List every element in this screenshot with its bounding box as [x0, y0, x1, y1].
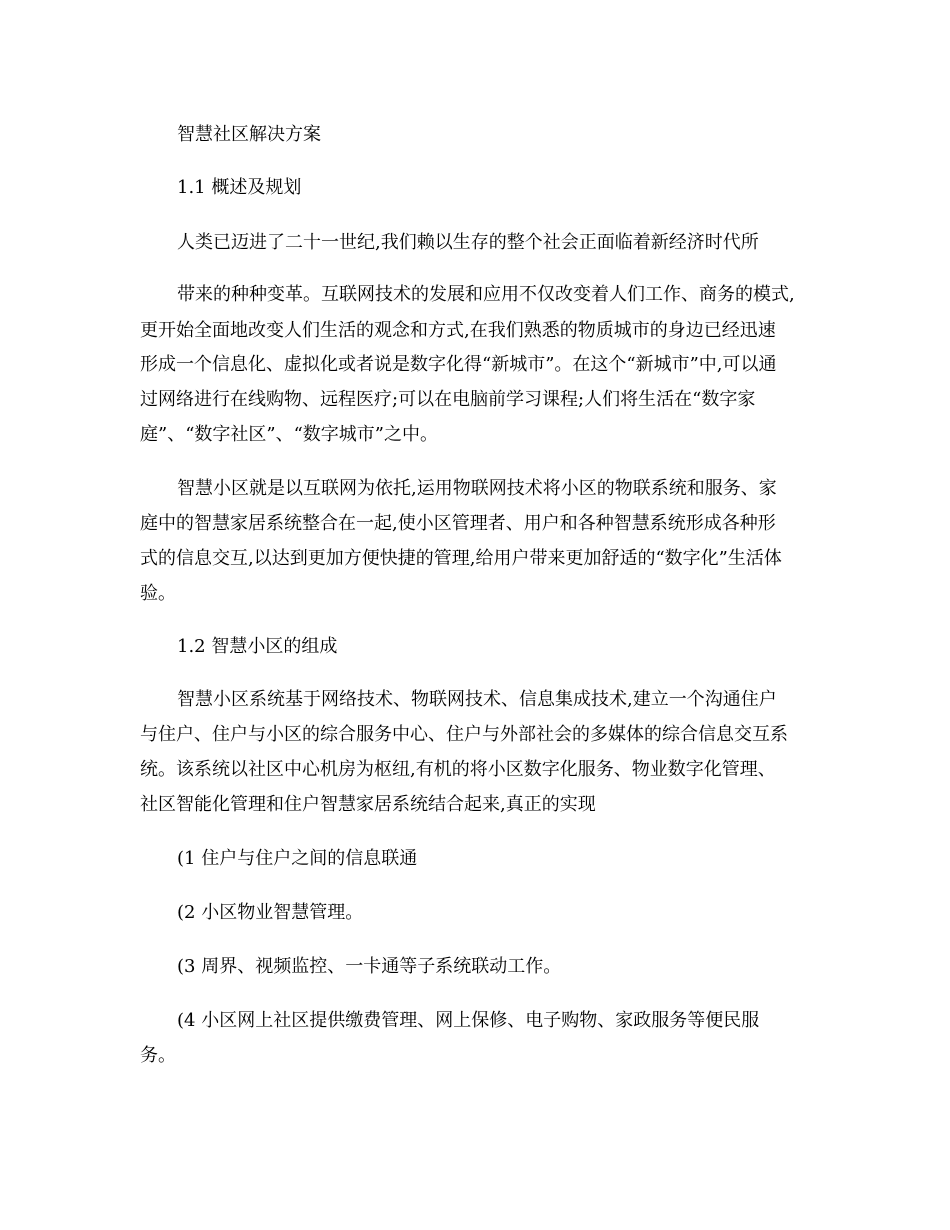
paragraph-line: 形成一个信息化、虚拟化或者说是数字化得“新城市”。在这个“新城市”中,可以通	[140, 354, 777, 375]
paragraph-line: 智慧小区就是以互联网为依托,运用物联网技术将小区的物联系统和服务、家	[177, 478, 777, 499]
paragraph-line: 与住户、住户与小区的综合服务中心、住户与外部社会的多媒体的综合信息交互系	[140, 724, 788, 745]
paragraph-line: 带来的种种变革。互联网技术的发展和应用不仅改变着人们工作、商务的模式,	[177, 284, 795, 305]
paragraph-line: 式的信息交互,以达到更加方便快捷的管理,给用户带来更加舒适的“数字化”生活体	[140, 548, 782, 569]
list-item: (2 小区物业智慧管理。	[177, 902, 364, 923]
paragraph-line: 智慧小区系统基于网络技术、物联网技术、信息集成技术,建立一个沟通住户	[177, 689, 777, 710]
paragraph-line: 庭中的智慧家居系统整合在一起,使小区管理者、用户和各种智慧系统形成各种形	[140, 513, 776, 534]
section-heading-1-2: 1.2 智慧小区的组成	[177, 636, 338, 657]
document-title: 智慧社区解决方案	[177, 124, 321, 145]
section-heading-1-1: 1.1 概述及规划	[177, 177, 302, 198]
list-item: (1 住户与住户之间的信息联通	[177, 848, 418, 869]
paragraph-line: 统。该系统以社区中心机房为枢纽,有机的将小区数字化服务、物业数字化管理、	[140, 759, 776, 780]
paragraph-line: 人类已迈进了二十一世纪,我们赖以生存的整个社会正面临着新经济时代所	[177, 232, 759, 253]
paragraph-line: 更开始全面地改变人们生活的观念和方式,在我们熟悉的物质城市的身边已经迅速	[140, 320, 776, 341]
paragraph-line: 庭”、“数字社区”、“数字城市”之中。	[140, 424, 439, 445]
list-item: (3 周界、视频监控、一卡通等子系统联动工作。	[177, 956, 562, 977]
list-item-continuation: 务。	[140, 1045, 176, 1066]
paragraph-line: 过网络进行在线购物、远程医疗;可以在电脑前学习课程;人们将生活在“数字家	[140, 389, 756, 410]
list-item: (4 小区网上社区提供缴费管理、网上保修、电子购物、家政服务等便民服	[177, 1010, 760, 1031]
paragraph-line: 验。	[140, 583, 176, 604]
paragraph-line: 社区智能化管理和住户智慧家居系统结合起来,真正的实现	[140, 794, 596, 815]
